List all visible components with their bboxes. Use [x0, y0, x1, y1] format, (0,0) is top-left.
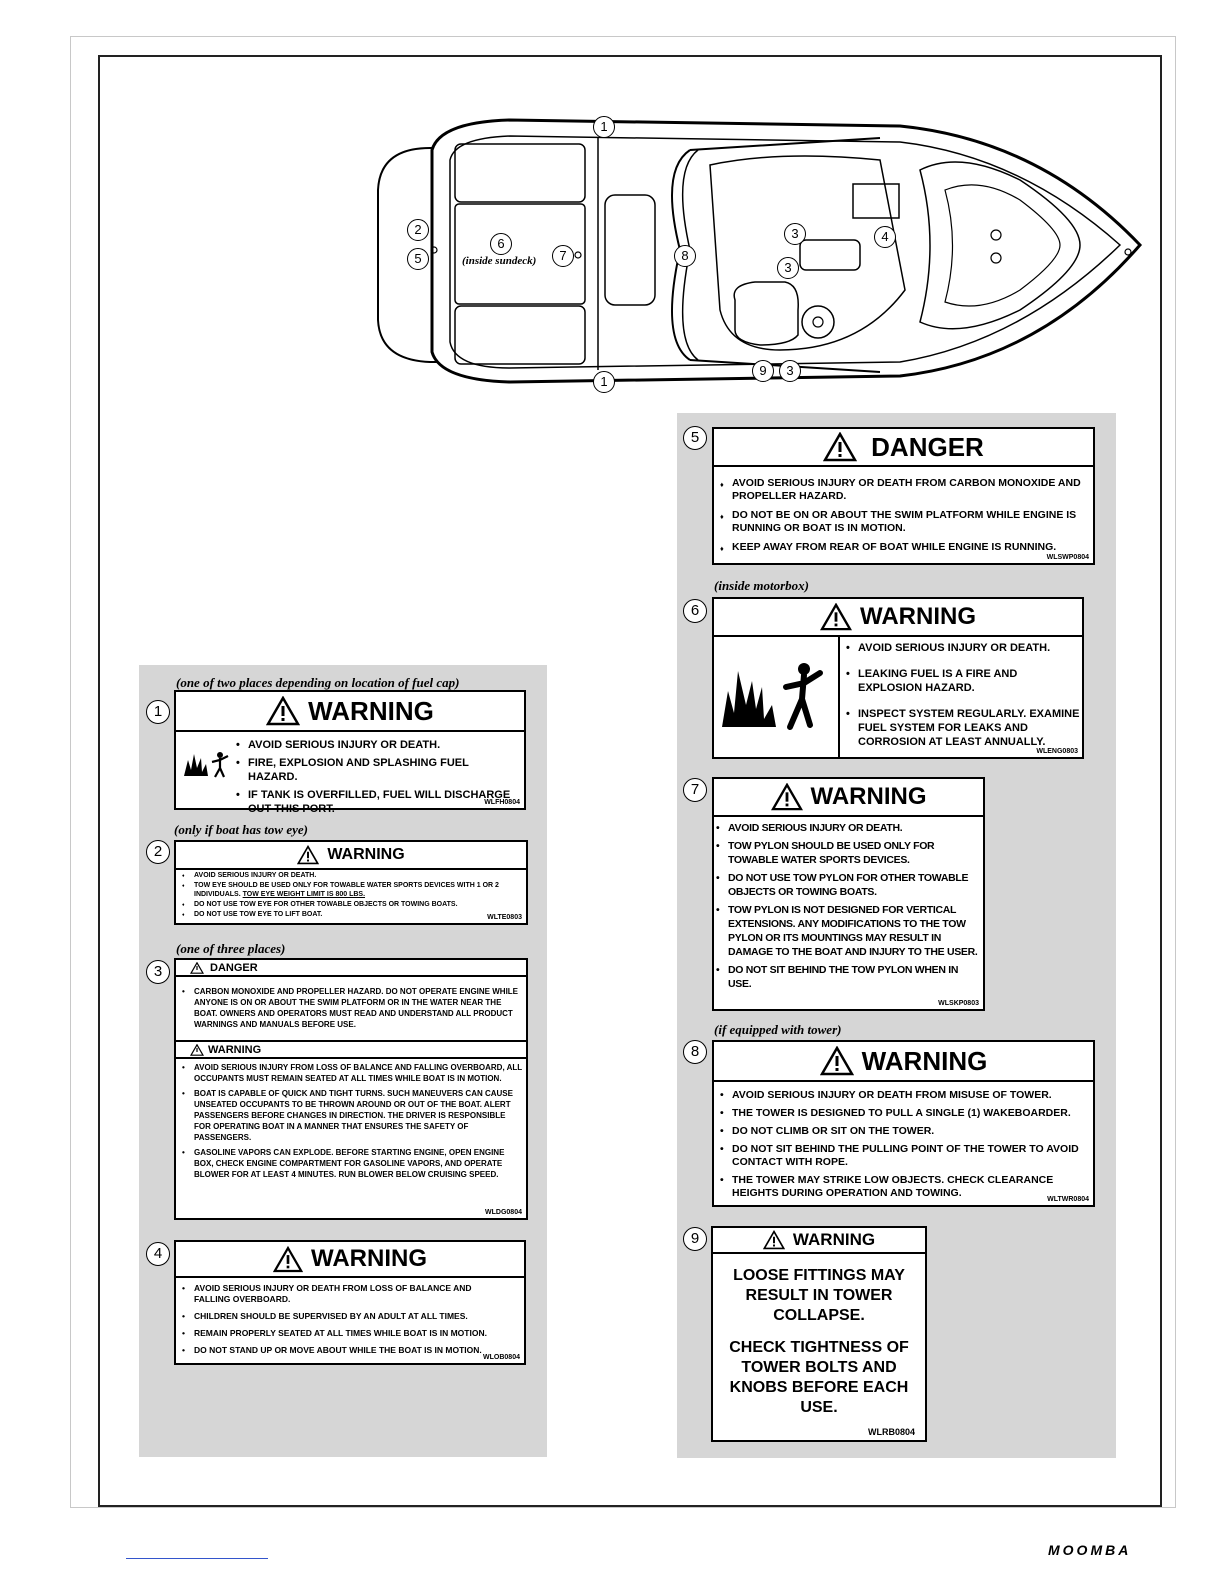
label3-caption: (one of three places): [176, 941, 286, 956]
label1-item: • AVOID SERIOUS INJURY OR DEATH.: [234, 738, 519, 752]
warning-triangle-icon: [266, 696, 300, 726]
label3-warning-item: • GASOLINE VAPORS CAN EXPLODE. BEFORE STARTING ENGINE, OPEN ENGINE BOX, CHECK ENGINE COMPARTMENT FOR GASOLINE VAPORS, AND OPERATE BLOWER FOR AT LEAST 4 MINUTES. RUN BLOWER BELOW CRUISING SPEED.: [180, 1147, 522, 1180]
warning-triangle-icon: [820, 1046, 854, 1076]
warning-triangle-icon: [190, 962, 204, 974]
label3-danger-header: [176, 960, 526, 977]
label6-warning-decal: [712, 597, 1084, 759]
label6-item: • LEAKING FUEL IS A FIRE AND EXPLOSION HAZARD.: [844, 667, 1080, 695]
label7-item: • TOW PYLON IS NOT DESIGNED FOR VERTICAL EXTENSIONS. ANY MODIFICATIONS TO THE TOW PYLON OR ITS MOUNTINGS MAY RESULT IN DAMAGE TO THE BOAT AND INJURY TO THE USER.: [714, 903, 979, 959]
warning-triangle-icon: [763, 1230, 785, 1250]
label6-code: WLENG0803: [1036, 748, 1078, 755]
label4-item: • AVOID SERIOUS INJURY OR DEATH FROM LOSS OF BALANCE AND FALLING OVERBOARD.: [180, 1283, 510, 1305]
label5-item: ♦ AVOID SERIOUS INJURY OR DEATH FROM CARBON MONOXIDE AND PROPELLER HAZARD.: [718, 477, 1090, 503]
label2-caption: (only if boat has tow eye): [174, 822, 308, 837]
label2-item-text: TOW EYE SHOULD BE USED ONLY FOR TOWABLE WATER SPORTS DEVICES WITH 1 OR 2 INDIVIDUALS.: [194, 882, 499, 898]
label7-warning-decal: [712, 777, 985, 1011]
label1-item: • IF TANK IS OVERFILLED, FUEL WILL DISCHARGE OUT THIS PORT.: [234, 788, 519, 816]
label3-warning-header: [176, 1040, 526, 1059]
warning-triangle-icon: [820, 603, 852, 631]
label2-code: WLTE0803: [487, 914, 522, 921]
boat-callout: 6: [490, 233, 512, 255]
label2-title: WARNING: [327, 846, 405, 863]
label2-number: 2: [146, 840, 170, 864]
label9-code: WLRB0804: [867, 1427, 915, 1437]
label6-header: [714, 599, 1082, 637]
label1-code: WLFH0804: [484, 799, 520, 806]
label8-caption: (if equipped with tower): [714, 1022, 842, 1037]
label6-number: 6: [683, 599, 707, 623]
warning-triangle-icon: [273, 1246, 303, 1273]
label5-item: ♦ KEEP AWAY FROM REAR OF BOAT WHILE ENGINE IS RUNNING.: [718, 541, 1090, 554]
label2-item: ♦ DO NOT USE TOW EYE FOR OTHER TOWABLE OBJECTS OR TOWING BOATS.: [180, 900, 516, 909]
label2-limit: TOW EYE WEIGHT LIMIT IS 800 LBS.: [242, 891, 366, 898]
boat-callout: 3: [779, 360, 801, 382]
label3-danger-title: DANGER: [210, 961, 258, 974]
label7-number: 7: [683, 778, 707, 802]
label5-danger-decal: [712, 427, 1095, 565]
label8-item: • THE TOWER MAY STRIKE LOW OBJECTS. CHECK CLEARANCE HEIGHTS DURING OPERATION AND TOWING.: [718, 1174, 1090, 1200]
label1-caption: (one of two places depending on location of fuel cap): [176, 675, 460, 690]
label8-header: [714, 1042, 1093, 1082]
label6-divider: [838, 637, 840, 757]
label4-header: [176, 1242, 524, 1278]
warning-triangle-icon: [823, 432, 857, 462]
label4-title: WARNING: [311, 1245, 427, 1272]
warning-triangle-icon: [771, 783, 803, 811]
label6-item: • AVOID SERIOUS INJURY OR DEATH.: [844, 641, 1080, 655]
boat-callout: 1: [593, 371, 615, 393]
label3-warning-item: • AVOID SERIOUS INJURY FROM LOSS OF BALANCE AND FALLING OVERBOARD, ALL OCCUPANTS MUST REMAIN SEATED AT ALL TIMES WHILE BOAT IS IN MOTION.: [180, 1062, 522, 1084]
boat-callout: 3: [784, 223, 806, 245]
label8-number: 8: [683, 1040, 707, 1064]
boat-callout: 7: [552, 245, 574, 267]
label3-code: WLDG0804: [485, 1209, 522, 1216]
label8-item: • DO NOT SIT BEHIND THE PULLING POINT OF THE TOWER TO AVOID CONTACT WITH ROPE.: [718, 1143, 1090, 1169]
label6-title: WARNING: [860, 603, 976, 630]
label2-item: ♦ DO NOT USE TOW EYE TO LIFT BOAT.: [180, 910, 516, 919]
label5-code: WLSWP0804: [1046, 554, 1089, 561]
label8-item: • DO NOT CLIMB OR SIT ON THE TOWER.: [718, 1125, 1090, 1138]
label4-item: • REMAIN PROPERLY SEATED AT ALL TIMES WHILE BOAT IS IN MOTION.: [180, 1328, 510, 1339]
explosion-person-icon: [720, 661, 832, 731]
boat-callout: 4: [874, 226, 896, 248]
boat-callout: 2: [407, 219, 429, 241]
label3-danger-warning-decal: [174, 958, 528, 1220]
label2-item: [180, 881, 516, 899]
explosion-person-icon: [182, 750, 232, 778]
label8-item: • AVOID SERIOUS INJURY OR DEATH FROM MISUSE OF TOWER.: [718, 1089, 1090, 1102]
label3-danger-item: • CARBON MONOXIDE AND PROPELLER HAZARD. DO NOT OPERATE ENGINE WHILE ANYONE IS ON OR ABOUT THE SWIM PLATFORM OR IN THE WATER NEAR THE BOAT. OWNERS AND OPERATORS MUST READ AND UNDERSTAND ALL PRODUCT WARNINGS AND MANUALS BEFORE USE.: [180, 986, 522, 1030]
label9-text1: LOOSE FITTINGS MAY RESULT IN TOWER COLLAPSE.: [733, 1267, 905, 1324]
label7-code: WLSKP0803: [938, 1000, 979, 1007]
label1-header: [176, 692, 524, 732]
label7-item: • DO NOT SIT BEHIND THE TOW PYLON WHEN IN USE.: [714, 963, 979, 991]
label1-item: • FIRE, EXPLOSION AND SPLASHING FUEL HAZARD.: [234, 756, 519, 784]
label7-item: • DO NOT USE TOW PYLON FOR OTHER TOWABLE OBJECTS OR TOWING BOATS.: [714, 871, 979, 899]
label9-header: [713, 1228, 925, 1254]
label8-item: • THE TOWER IS DESIGNED TO PULL A SINGLE (1) WAKEBOARDER.: [718, 1107, 1090, 1120]
label1-title: WARNING: [308, 695, 434, 726]
boat-callout: 8: [674, 245, 696, 267]
label3-warning-item: • BOAT IS CAPABLE OF QUICK AND TIGHT TURNS. SUCH MANEUVERS CAN CAUSE UNSEATED OCCUPANTS TO BE THROWN AROUND OR OUT OF THE BOAT. ALERT PASSENGERS BEFORE CHANGES IN DIRECTION. THE DRIVER IS RESPONSIBLE FOR OPERATING BOAT IN A MANNER THAT ENSURES THE SAFETY OF PASSENGERS.: [180, 1088, 522, 1143]
label3-warning-title: WARNING: [208, 1043, 262, 1056]
label4-code: WLOB0804: [483, 1354, 520, 1361]
label1-number: 1: [146, 700, 170, 724]
label9-text2: CHECK TIGHTNESS OF TOWER BOLTS AND KNOBS BEFORE EACH USE.: [729, 1339, 909, 1416]
label9-number: 9: [683, 1227, 707, 1251]
label7-title: WARNING: [810, 783, 927, 810]
label2-warning-decal: [174, 840, 528, 925]
label5-title: DANGER: [871, 431, 984, 462]
label4-item: • DO NOT STAND UP OR MOVE ABOUT WHILE THE BOAT IS IN MOTION.: [180, 1345, 510, 1356]
boat-callout: 5: [407, 248, 429, 270]
label2-header: [176, 842, 526, 870]
label5-number: 5: [683, 426, 707, 450]
sundeck-note: (inside sundeck): [462, 255, 537, 267]
label6-item: • INSPECT SYSTEM REGULARLY. EXAMINE FUEL SYSTEM FOR LEAKS AND CORROSION AT LEAST ANNUALLY.: [844, 707, 1080, 749]
label8-warning-decal: [712, 1040, 1095, 1207]
label4-item: • CHILDREN SHOULD BE SUPERVISED BY AN ADULT AT ALL TIMES.: [180, 1311, 510, 1322]
boat-callout: 9: [752, 360, 774, 382]
label8-title: WARNING: [861, 1045, 988, 1076]
label7-item: • TOW PYLON SHOULD BE USED ONLY FOR TOWABLE WATER SPORTS DEVICES.: [714, 839, 979, 867]
label9-title: WARNING: [792, 1230, 876, 1249]
label8-code: WLTWR0804: [1047, 1196, 1089, 1203]
label1-warning-decal: [174, 690, 526, 815]
moomba-logo: MOOMBA: [1048, 1542, 1132, 1558]
label7-header: [714, 779, 983, 817]
label3-number: 3: [146, 960, 170, 984]
warning-triangle-icon: [190, 1044, 204, 1056]
label7-item: • AVOID SERIOUS INJURY OR DEATH.: [714, 821, 979, 835]
boat-callout: 3: [777, 257, 799, 279]
label5-header: [714, 429, 1093, 467]
warning-triangle-icon: [297, 845, 319, 865]
footer-link-underline: [126, 1558, 268, 1559]
label4-number: 4: [146, 1242, 170, 1266]
label6-caption: (inside motorbox): [714, 578, 809, 593]
label2-item: ♦ AVOID SERIOUS INJURY OR DEATH.: [180, 871, 516, 880]
label9-warning-decal: [711, 1226, 927, 1442]
label4-warning-decal: [174, 1240, 526, 1365]
boat-callout: 1: [593, 116, 615, 138]
label5-item: ♦ DO NOT BE ON OR ABOUT THE SWIM PLATFORM WHILE ENGINE IS RUNNING OR BOAT IS IN MOTION.: [718, 509, 1090, 535]
